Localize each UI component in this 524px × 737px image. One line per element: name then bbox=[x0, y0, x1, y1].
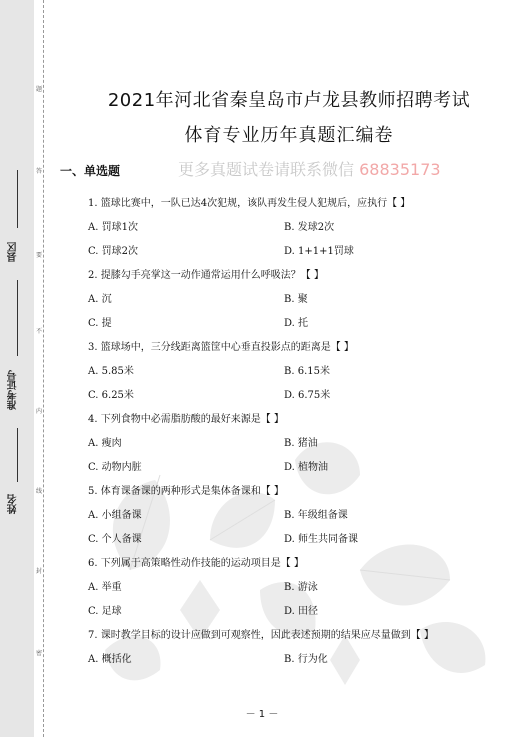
q4-option-d[interactable]: D. 植物油 bbox=[284, 462, 329, 473]
q6-option-a[interactable]: A. 举重 bbox=[88, 582, 122, 593]
q1-option-b[interactable]: B. 发球2次 bbox=[284, 222, 335, 233]
question-1: 1. 篮球比赛中，一队已达4次犯规，该队再发生侵人犯规后，应执行【 】 bbox=[88, 198, 411, 209]
section-heading: 一、单选题 bbox=[60, 164, 121, 178]
q1-option-d[interactable]: D. 1+1+1罚球 bbox=[284, 246, 354, 257]
seal-char: 不 bbox=[35, 328, 42, 335]
q3-option-b[interactable]: B. 6.15米 bbox=[284, 366, 330, 377]
q7-option-a[interactable]: A. 概括化 bbox=[88, 654, 132, 665]
q2-option-b[interactable]: B. 聚 bbox=[284, 294, 308, 305]
seal-char: 题 bbox=[35, 86, 42, 93]
q3-option-a[interactable]: A. 5.85米 bbox=[88, 366, 134, 377]
q3-option-c[interactable]: C. 6.25米 bbox=[88, 390, 134, 401]
q2-option-a[interactable]: A. 沉 bbox=[88, 294, 112, 305]
q6-option-b[interactable]: B. 游泳 bbox=[284, 582, 318, 593]
seal-char: 封 bbox=[35, 568, 42, 575]
exam-id-label: 准考证号 bbox=[8, 370, 19, 410]
county-field bbox=[17, 170, 18, 228]
question-5: 5. 体育课备课的两种形式是集体备课和【 】 bbox=[88, 486, 284, 497]
exam-subtitle: 体育专业历年真题汇编卷 bbox=[184, 125, 394, 146]
seal-char: 内 bbox=[35, 408, 42, 415]
seal-line bbox=[43, 0, 44, 737]
question-3: 3. 篮球场中，三分线距离篮筐中心垂直投影点的距离是【 】 bbox=[88, 342, 354, 353]
question-6: 6. 下列属于高策略性动作技能的运动项目是【 】 bbox=[88, 558, 304, 569]
q6-option-c[interactable]: C. 足球 bbox=[88, 606, 122, 617]
q5-option-d[interactable]: D. 师生共同备课 bbox=[284, 534, 359, 545]
name-field bbox=[17, 428, 18, 482]
contact-watermark: 更多真题试卷请联系微信 68835173 bbox=[178, 160, 441, 179]
question-4: 4. 下列食物中必需脂肪酸的最好来源是【 】 bbox=[88, 414, 284, 425]
seal-char: 答 bbox=[35, 168, 42, 175]
seal-char: 线 bbox=[35, 488, 42, 495]
question-7: 7. 课时教学目标的设计应做到可观察性，因此表述预期的结果应尽量做到【 】 bbox=[88, 630, 434, 641]
q7-option-b[interactable]: B. 行为化 bbox=[284, 654, 328, 665]
q2-option-c[interactable]: C. 提 bbox=[88, 318, 112, 329]
q4-option-b[interactable]: B. 猪油 bbox=[284, 438, 318, 449]
page-number: － 1 － bbox=[245, 709, 279, 720]
exam-id-field bbox=[17, 280, 18, 356]
q2-option-d[interactable]: D. 托 bbox=[284, 318, 309, 329]
q5-option-a[interactable]: A. 小组备课 bbox=[88, 510, 142, 521]
question-2: 2. 提膝勾手亮掌这一动作通常运用什么呼吸法？【 】 bbox=[88, 270, 324, 281]
county-label: 县区 bbox=[8, 242, 19, 262]
seal-char: 要 bbox=[35, 252, 42, 259]
q1-option-a[interactable]: A. 罚球1次 bbox=[88, 222, 138, 233]
name-label: 姓名 bbox=[8, 494, 19, 514]
q6-option-d[interactable]: D. 田径 bbox=[284, 606, 319, 617]
q5-option-b[interactable]: B. 年级组备课 bbox=[284, 510, 348, 521]
q4-option-c[interactable]: C. 动物内脏 bbox=[88, 462, 142, 473]
q4-option-a[interactable]: A. 瘦肉 bbox=[88, 438, 122, 449]
q5-option-c[interactable]: C. 个人备课 bbox=[88, 534, 142, 545]
q3-option-d[interactable]: D. 6.75米 bbox=[284, 390, 331, 401]
seal-char: 密 bbox=[35, 650, 42, 657]
exam-title: 2021年河北省秦皇岛市卢龙县教师招聘考试 bbox=[107, 90, 471, 111]
q1-option-c[interactable]: C. 罚球2次 bbox=[88, 246, 139, 257]
